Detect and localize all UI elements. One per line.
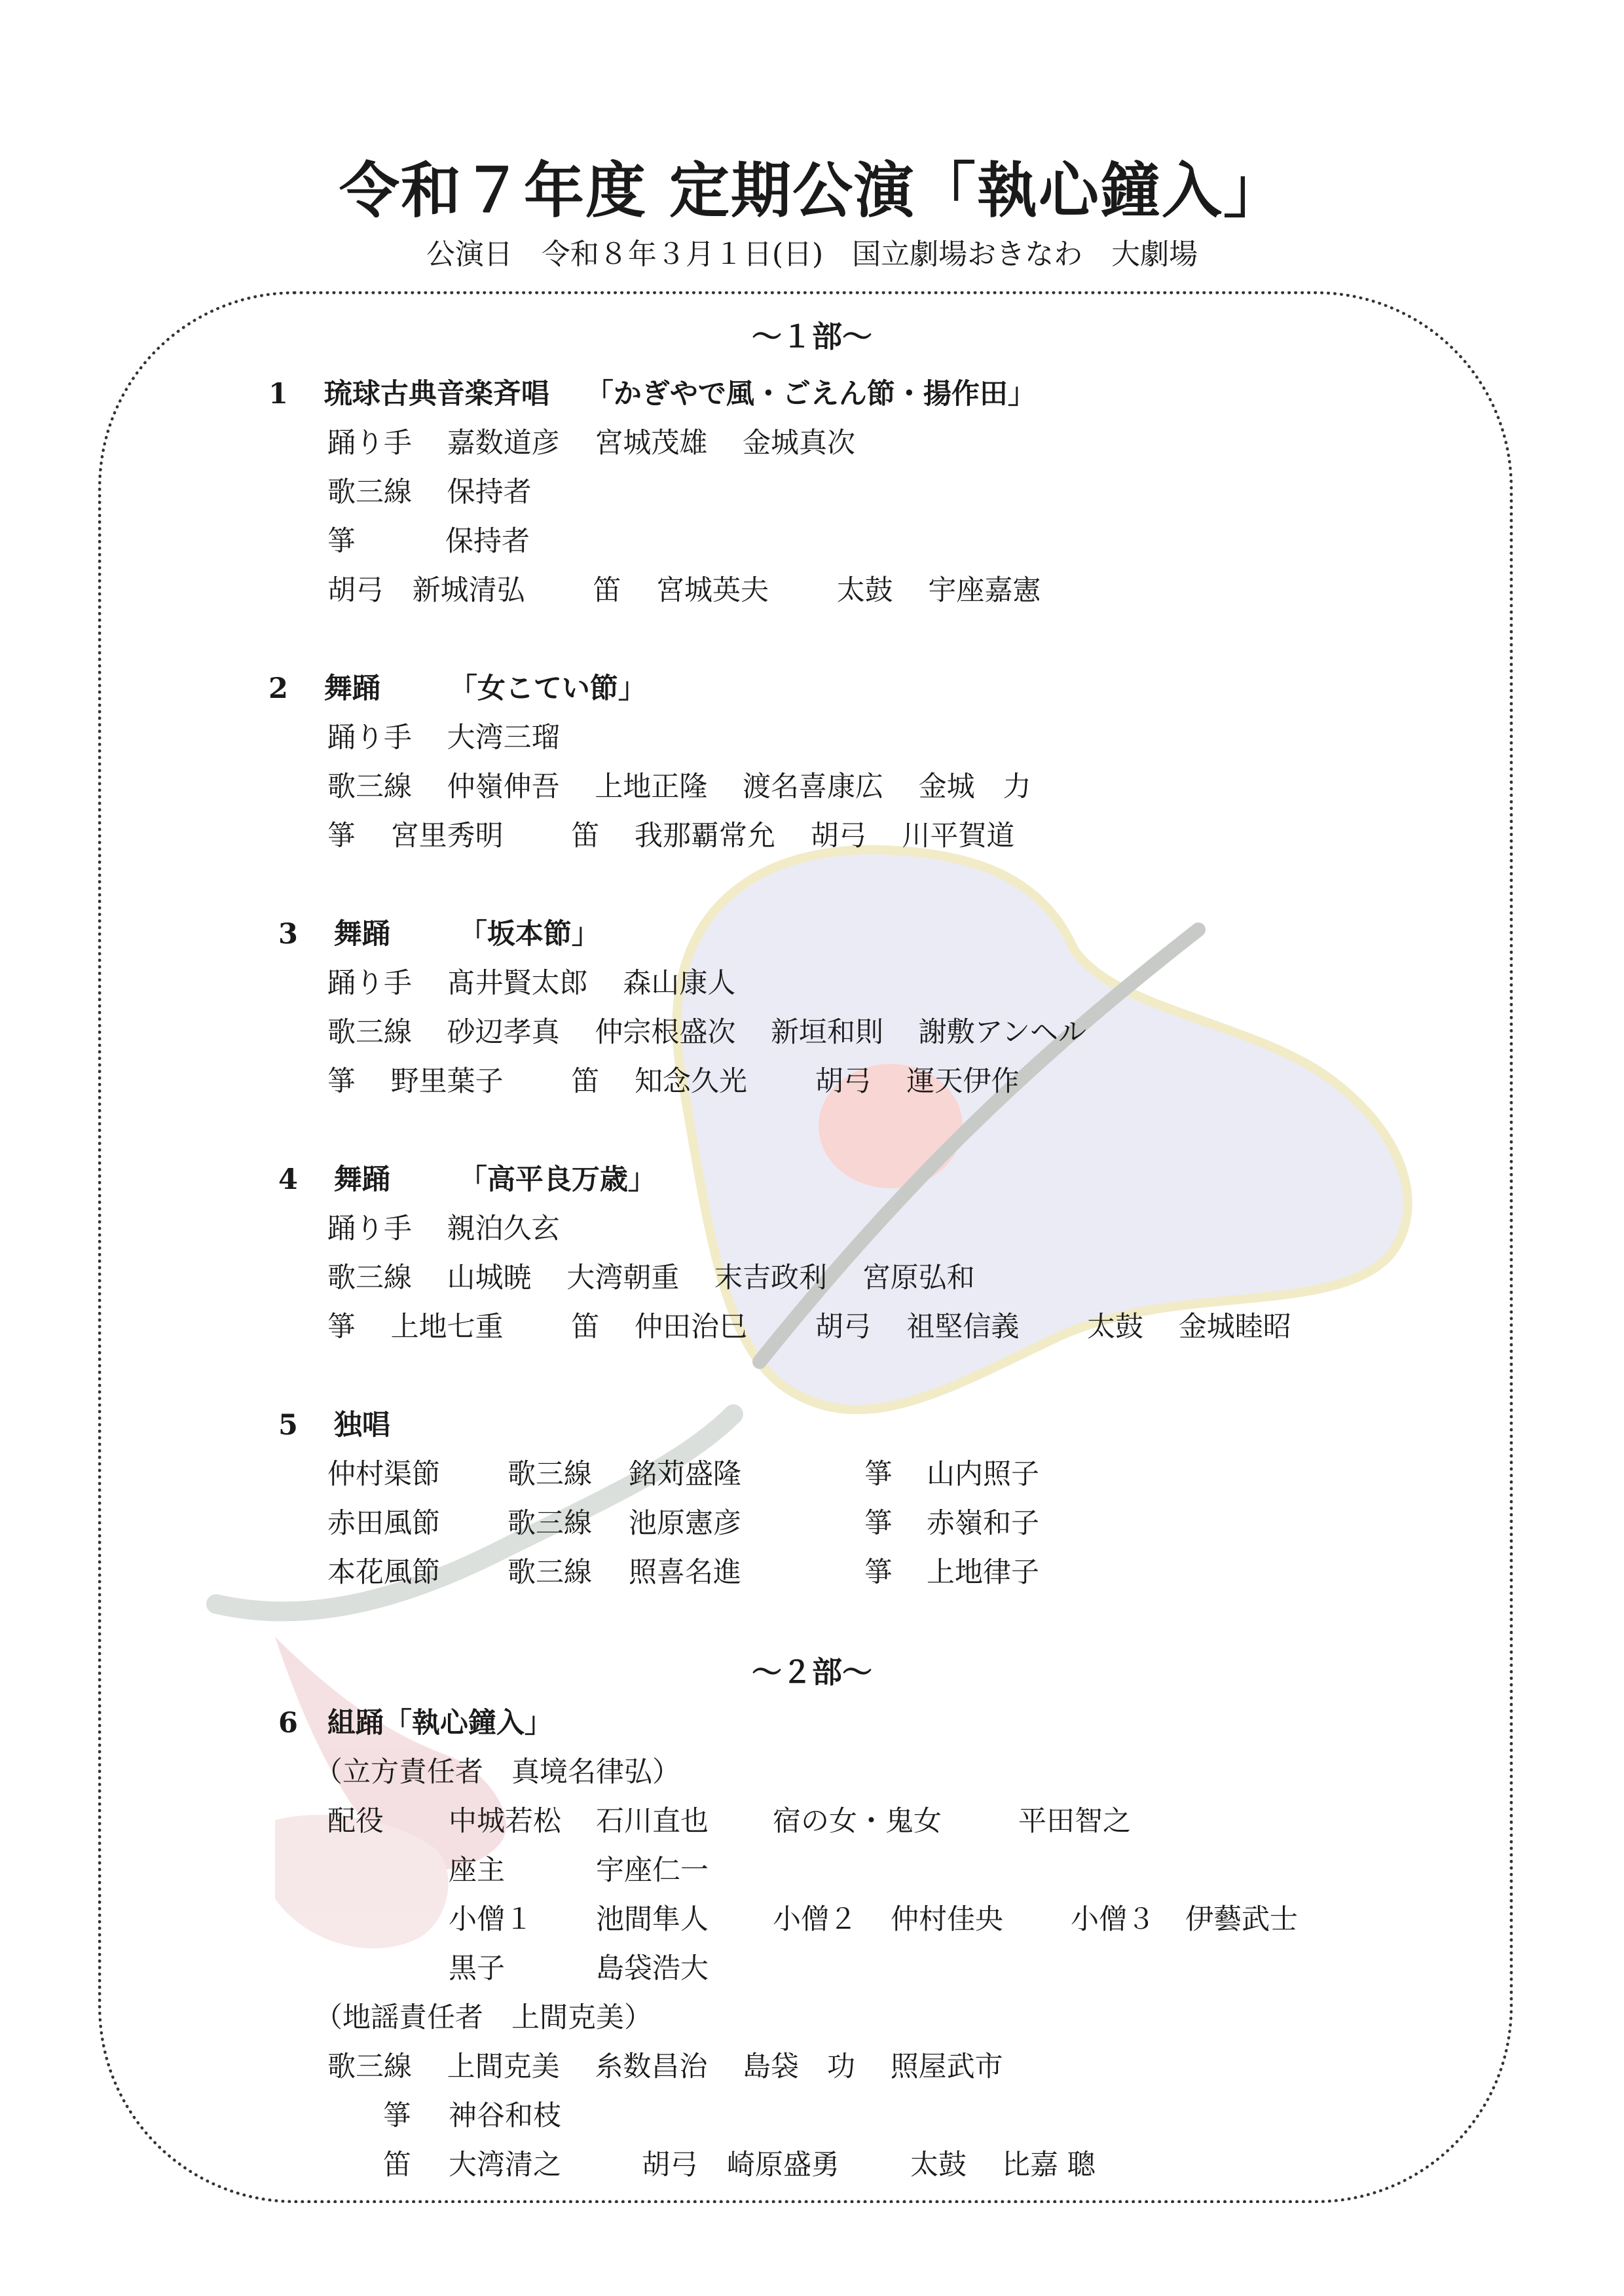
performer-name: 運天伊作: [906, 1065, 1020, 1098]
part2-utasanshin: [327, 2045, 1003, 2085]
performer-name: 山城暁: [447, 1262, 532, 1294]
item-genre: 舞踊: [333, 1163, 390, 1196]
cast-role: 小僧２: [773, 1903, 857, 1936]
performer-name: 照屋武市: [890, 2050, 1003, 2083]
performer-name: 親泊久玄: [447, 1212, 560, 1245]
page-title: 令和７年度 定期公演「執心鐘入」: [339, 155, 1285, 226]
role-label: 胡弓: [815, 1065, 872, 1098]
item2-dancers: [327, 716, 560, 756]
role-label: 胡弓: [810, 820, 867, 852]
performer-name: 新城清弘: [412, 574, 525, 607]
item-number: 5: [278, 1409, 298, 1442]
performer-name: 銘苅盛隆: [629, 1458, 741, 1491]
role-label: 笛: [593, 574, 621, 607]
item5-header: [278, 1403, 390, 1443]
performer-name: 大湾三瑠: [447, 721, 560, 754]
performer-name: 宮里秀明: [390, 820, 504, 852]
item-genre: 琉球古典音楽斉唱: [323, 378, 549, 410]
item-genre: 独唱: [333, 1409, 390, 1442]
role-label: 太鼓: [836, 574, 893, 607]
cast-role: 宿の女・鬼女: [773, 1805, 942, 1838]
part2-heading: ～２部～: [752, 1654, 872, 1690]
performer-name: 仲田治巳: [635, 1311, 748, 1343]
role-label: 箏: [327, 525, 356, 558]
item3-header: [278, 912, 600, 952]
role-label: 歌三線: [507, 1458, 592, 1491]
performer-name: 大湾朝重: [566, 1262, 680, 1294]
performance-date: 公演日 令和８年３月１日(日) 国立劇場おきなわ 大劇場: [426, 238, 1198, 271]
role-label: 胡弓: [815, 1311, 872, 1343]
role-label: 箏: [864, 1556, 893, 1589]
performer-name: 宇座嘉憲: [928, 574, 1041, 607]
performer-name: 平田智之: [1018, 1805, 1131, 1838]
performer-name: 祖堅信義: [906, 1311, 1020, 1343]
role-label: 踊り手: [327, 1212, 412, 1245]
role-label: 箏: [383, 2100, 411, 2132]
role-label: 箏: [864, 1458, 893, 1491]
role-label: 配役: [327, 1805, 384, 1838]
performer-name: 照喜名進: [629, 1556, 741, 1589]
item2-instruments: [327, 814, 1014, 854]
performer-name: 宇座仁一: [596, 1854, 709, 1887]
tachikata-lead: （立方責任者 真境名律弘）: [314, 1756, 680, 1789]
item-title: 「かぎやで風・ごえん節・揚作田」: [585, 378, 1036, 410]
performer-name: 赤嶺和子: [927, 1507, 1039, 1540]
role-label: 歌三線: [327, 771, 412, 803]
song-title: 本花風節: [327, 1556, 440, 1589]
item-number: 3: [278, 918, 298, 951]
performer-name: 我那覇常允: [635, 820, 776, 852]
role-label: 歌三線: [327, 1016, 412, 1049]
performer-name: 大湾清之: [449, 2149, 561, 2181]
item-number: 4: [278, 1163, 298, 1196]
performer-name: 島袋浩大: [596, 1952, 709, 1985]
performer-name: 伊藝武士: [1185, 1903, 1298, 1936]
performer-name: 糸数昌治: [595, 2050, 708, 2083]
performer-name: 神谷和枝: [449, 2100, 561, 2132]
performer-name: 比嘉 聰: [1002, 2149, 1096, 2181]
role-label: 笛: [571, 1065, 600, 1098]
song-title: 仲村渠節: [327, 1458, 440, 1491]
item-title: 「女こてい節」: [449, 672, 646, 705]
item3-instruments: [327, 1059, 1019, 1099]
performer-name: 保持者: [445, 525, 530, 558]
jiutai-lead: （地謡責任者 上間克美）: [314, 2001, 652, 2034]
role-label: 踊り手: [327, 427, 412, 460]
performer-name: 仲嶺伸吾: [447, 771, 560, 803]
performer-name: 金城睦昭: [1178, 1311, 1291, 1343]
role-label: 箏: [327, 1065, 356, 1098]
performer-name: 池間隼人: [596, 1903, 709, 1936]
performer-name: 上地正隆: [595, 771, 708, 803]
cast-role: 小僧３: [1071, 1903, 1155, 1936]
role-label: 歌三線: [327, 476, 412, 509]
role-label: 太鼓: [1087, 1311, 1144, 1343]
performer-name: 宮城茂雄: [595, 427, 708, 460]
item-genre: 舞踊: [323, 672, 380, 705]
role-label: 笛: [383, 2149, 411, 2181]
performer-name: 金城 力: [918, 771, 1031, 803]
performer-name: 上地七重: [390, 1311, 504, 1343]
role-label: 箏: [327, 820, 356, 852]
performer-name: 新垣和則: [771, 1016, 884, 1049]
cast-role: 中城若松: [449, 1805, 561, 1838]
cast-role: 小僧１: [449, 1903, 533, 1936]
performer-name: 砂辺孝真: [447, 1016, 560, 1049]
performer-name: 仲宗根盛次: [595, 1016, 736, 1049]
performer-name: 野里葉子: [390, 1065, 504, 1098]
item1-dancers: [327, 421, 855, 461]
item4-utasanshin: [327, 1256, 975, 1296]
performer-name: 謝敷アンヘル: [918, 1016, 1086, 1049]
role-label: 笛: [571, 1311, 600, 1343]
song-title: 赤田風節: [327, 1507, 440, 1540]
item-title: 「高平良万歳」: [458, 1163, 656, 1196]
item-title: 組踊「執心鐘入」: [327, 1707, 553, 1740]
role-label: 歌三線: [327, 2050, 412, 2083]
performer-name: 嘉数道彦: [447, 427, 560, 460]
item-title: 「坂本節」: [458, 918, 600, 951]
role-label: 笛: [571, 820, 600, 852]
performer-name: 森山康人: [623, 967, 736, 1000]
performer-name: 島袋 功: [743, 2050, 856, 2083]
item1-instruments: [327, 568, 1041, 608]
role-label: 歌三線: [507, 1556, 592, 1589]
role-label: 踊り手: [327, 721, 412, 754]
part1-heading: ～１部～: [752, 319, 872, 354]
performer-name: 石川直也: [596, 1805, 709, 1838]
role-label: 歌三線: [327, 1262, 412, 1294]
item-genre: 舞踊: [333, 918, 390, 951]
item6-header: [278, 1701, 553, 1741]
item1-koto: [327, 519, 530, 559]
role-label: 箏: [327, 1311, 356, 1343]
item2-header: [268, 666, 646, 706]
item-number: 1: [268, 378, 288, 410]
item4-header: [278, 1157, 656, 1197]
item-number: 6: [278, 1707, 298, 1740]
performer-name: 髙井賢太郎: [447, 967, 588, 1000]
performer-name: 上地律子: [927, 1556, 1039, 1589]
item3-dancers: [327, 961, 735, 1001]
performer-name: 仲村佳央: [891, 1903, 1003, 1936]
performer-name: 知念久光: [635, 1065, 748, 1098]
performer-name: 宮城英夫: [656, 574, 769, 607]
role-label: 踊り手: [327, 967, 412, 1000]
item4-instruments: [327, 1305, 1291, 1345]
performer-name: 崎原盛勇: [727, 2149, 840, 2181]
item1-header: [268, 372, 1036, 412]
performer-name: 山内照子: [927, 1458, 1039, 1491]
performer-name: 上間克美: [447, 2050, 560, 2083]
cast-role: 黒子: [449, 1952, 505, 1985]
performer-name: 渡名喜康広: [743, 771, 884, 803]
role-label: 太鼓: [910, 2149, 967, 2181]
role-label: 胡弓: [327, 574, 384, 607]
performer-name: 宮原弘和: [862, 1262, 975, 1294]
item-number: 2: [268, 672, 288, 705]
item1-utasanshin: [327, 470, 532, 510]
role-label: 胡弓: [642, 2149, 698, 2181]
item3-utasanshin: [327, 1010, 1086, 1050]
role-label: 箏: [864, 1507, 893, 1540]
performer-name: 末吉政利: [714, 1262, 828, 1294]
item2-utasanshin: [327, 765, 1031, 805]
item4-dancers: [327, 1207, 560, 1247]
role-label: 歌三線: [507, 1507, 592, 1540]
cast-role: 座主: [449, 1854, 505, 1887]
performer-name: 川平賀道: [902, 820, 1015, 852]
performer-name: 保持者: [447, 476, 532, 509]
performer-name: 金城真次: [743, 427, 856, 460]
performer-name: 池原憲彦: [629, 1507, 741, 1540]
